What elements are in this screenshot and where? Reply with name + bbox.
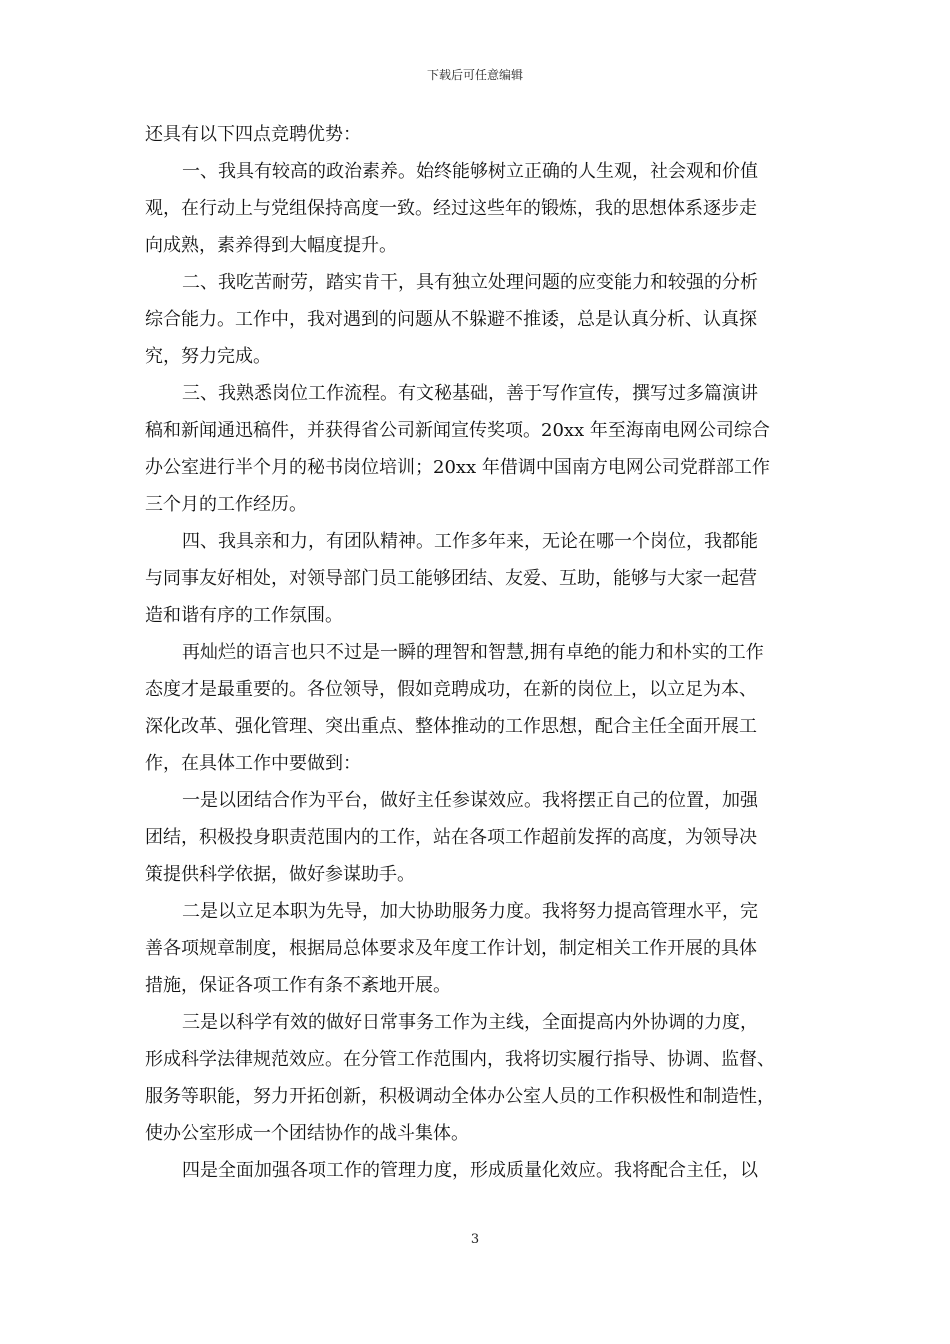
paragraph-line: 形成科学法律规范效应。在分管工作范围内，我将切实履行指导、协调、监督、 bbox=[145, 1049, 775, 1070]
paragraph-line: 深化改革、强化管理、突出重点、整体推动的工作思想，配合主任全面开展工 bbox=[145, 716, 757, 737]
paragraph bbox=[145, 634, 810, 782]
paragraph-line: 四是全面加强各项工作的管理力度，形成质量化效应。我将配合主任，以 bbox=[182, 1160, 758, 1181]
paragraph bbox=[145, 264, 810, 375]
paragraph-line: 观，在行动上与党组保持高度一致。经过这些年的锻炼，我的思想体系逐步走 bbox=[145, 198, 757, 219]
paragraph-line: 四、我具亲和力，有团队精神。工作多年来，无论在哪一个岗位，我都能 bbox=[182, 531, 758, 552]
paragraph-line: 二、我吃苦耐劳，踏实肯干，具有独立处理问题的应变能力和较强的分析 bbox=[182, 272, 758, 293]
paragraph-line: 还具有以下四点竞聘优势： bbox=[145, 124, 361, 145]
paragraph-line: 团结，积极投身职责范围内的工作，站在各项工作超前发挥的高度，为领导决 bbox=[145, 827, 757, 848]
paragraph bbox=[145, 375, 810, 523]
paragraph-line: 三是以科学有效的做好日常事务工作为主线，全面提高内外协调的力度， bbox=[182, 1012, 758, 1033]
paragraph-line: 再灿烂的语言也只不过是一瞬的理智和智慧,拥有卓绝的能力和朴实的工作 bbox=[182, 642, 764, 663]
paragraph-line: 办公室进行半个月的秘书岗位培训；20xx 年借调中国南方电网公司党群部工作 bbox=[145, 457, 770, 478]
paragraph-line: 态度才是最重要的。各位领导，假如竞聘成功，在新的岗位上，以立足为本、 bbox=[145, 679, 757, 700]
page-header: 下载后可任意编辑 bbox=[426, 68, 523, 82]
paragraph-line: 策提供科学依据，做好参谋助手。 bbox=[145, 864, 415, 885]
paragraph-line: 善各项规章制度，根据局总体要求及年度工作计划，制定相关工作开展的具体 bbox=[145, 938, 757, 959]
paragraph-line: 造和谐有序的工作氛围。 bbox=[145, 605, 343, 626]
paragraph-line: 综合能力。工作中，我对遇到的问题从不躲避不推诿，总是认真分析、认真探 bbox=[145, 309, 757, 330]
paragraph-line: 一是以团结合作为平台，做好主任参谋效应。我将摆正自己的位置，加强 bbox=[182, 790, 758, 811]
paragraph-line: 作，在具体工作中要做到： bbox=[145, 753, 361, 774]
paragraph bbox=[145, 153, 810, 264]
paragraph-line: 三、我熟悉岗位工作流程。有文秘基础，善于写作宣传，撰写过多篇演讲 bbox=[182, 383, 758, 404]
paragraph bbox=[145, 523, 810, 634]
paragraph bbox=[145, 782, 810, 893]
paragraph-line: 使办公室形成一个团结协作的战斗集体。 bbox=[145, 1123, 469, 1144]
paragraph-line: 三个月的工作经历。 bbox=[145, 494, 307, 515]
paragraph-line: 二是以立足本职为先导，加大协助服务力度。我将努力提高管理水平，完 bbox=[182, 901, 758, 922]
paragraph-line: 与同事友好相处，对领导部门员工能够团结、友爱、互助，能够与大家一起营 bbox=[145, 568, 757, 589]
paragraph-line: 一、我具有较高的政治素养。始终能够树立正确的人生观，社会观和价值 bbox=[182, 161, 758, 182]
paragraph-line: 稿和新闻通迅稿件，并获得省公司新闻宣传奖项。20xx 年至海南电网公司综合 bbox=[145, 420, 770, 441]
paragraph-line: 向成熟，素养得到大幅度提升。 bbox=[145, 235, 397, 256]
paragraph-line: 措施，保证各项工作有条不紊地开展。 bbox=[145, 975, 451, 996]
paragraph-line: 服务等职能，努力开拓创新，积极调动全体办公室人员的工作积极性和制造性， bbox=[145, 1086, 775, 1107]
paragraph bbox=[145, 116, 810, 153]
paragraph-line: 究，努力完成。 bbox=[145, 346, 271, 367]
paragraph bbox=[145, 893, 810, 1004]
document-body bbox=[145, 116, 810, 1189]
paragraph bbox=[145, 1152, 810, 1189]
page-number: 3 bbox=[470, 1232, 480, 1247]
paragraph bbox=[145, 1004, 810, 1152]
